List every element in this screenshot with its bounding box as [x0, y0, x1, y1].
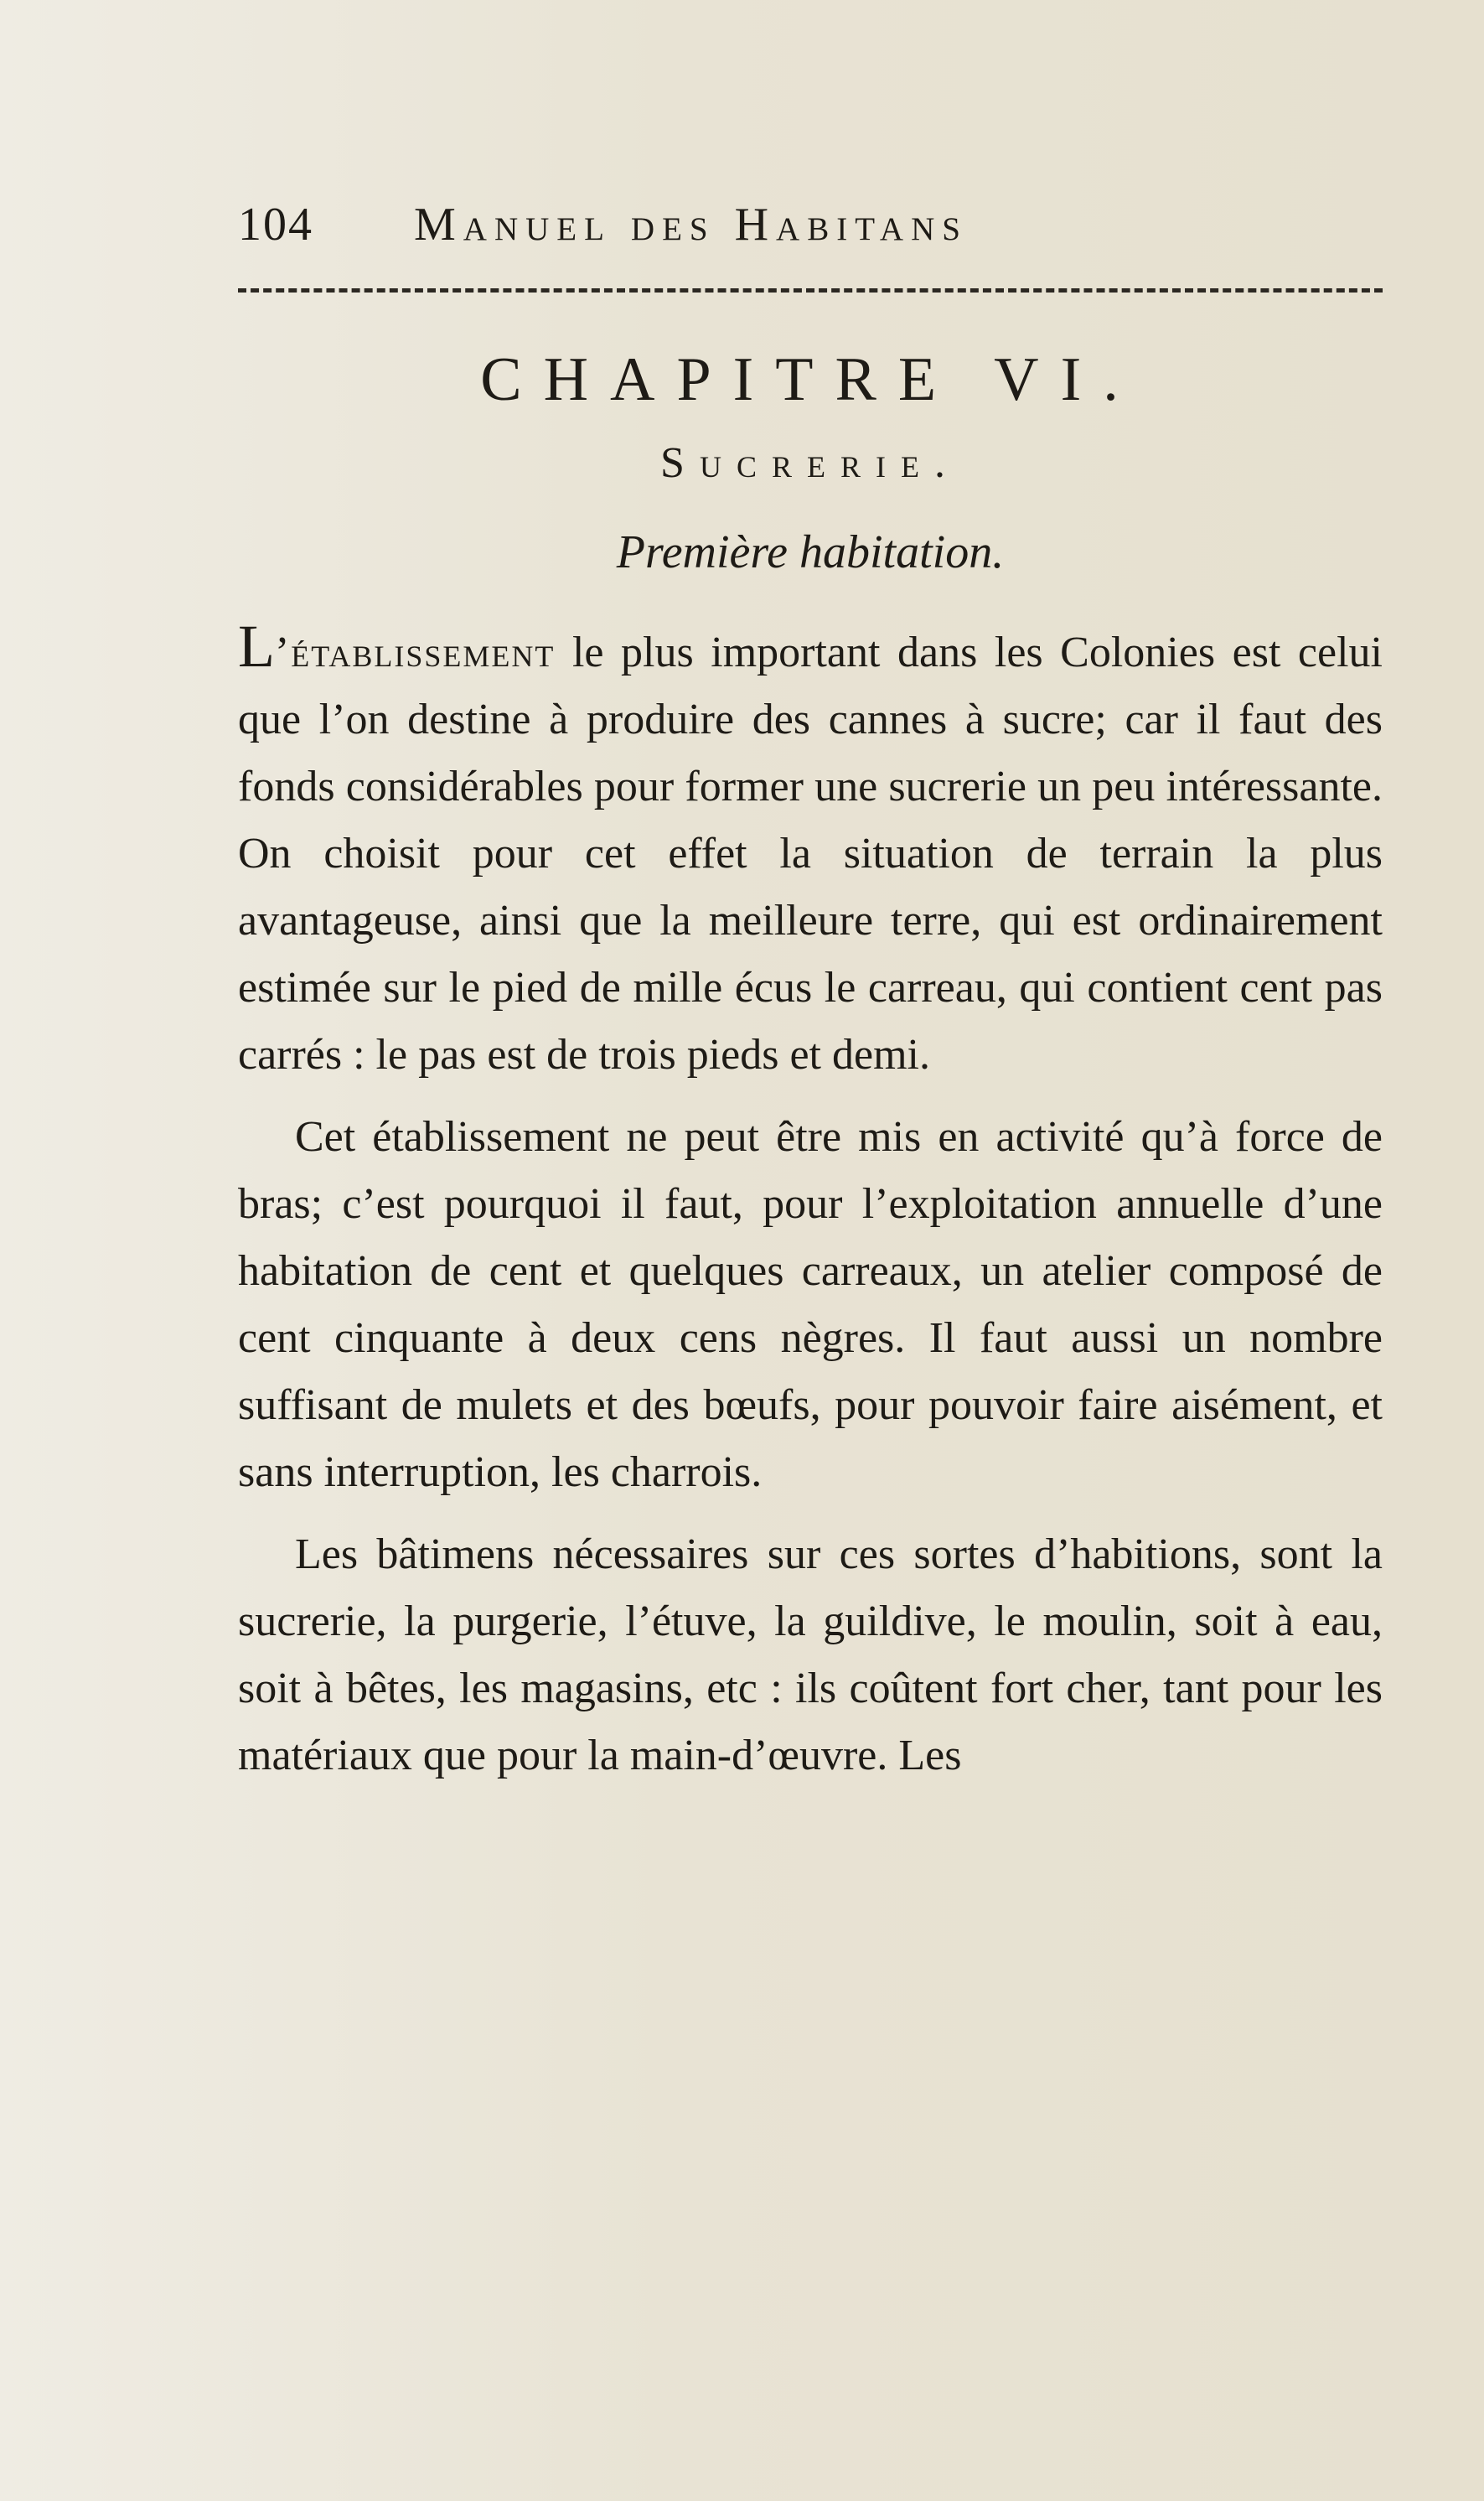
- header-rule: [238, 288, 1383, 293]
- paragraph-1: [238, 613, 1383, 1089]
- section-title: Sucrerie.: [660, 439, 960, 487]
- body-text: [238, 613, 1383, 1789]
- running-head: [238, 198, 1383, 256]
- subsection-title: Première habitation.: [616, 526, 1005, 578]
- paragraph-3: Les bâtimens nécessaires sur ces sortes d’habitions, sont la sucrerie, la purgerie, l’étuve, la guildive, le moulin, soit à eau, soit à bêtes, les magasins, etc : ils coûtent fort cher, tant pour les matériaux que pour la main-d’œuvre. Les: [238, 1530, 1383, 1779]
- paragraph-1-text: le plus important dans les Colonies est celui que l’on destine à produire des cannes à sucre; car il faut des fonds considérables pour former une sucrerie un peu intéressante. On choisit pour cet effet la situation de terrain la plus avantageuse, ainsi que la meilleure terre, qui est ordinairement estimée sur le pied de mille écus le carreau, qui contient cent pas carrés : le pas est de trois pieds et demi.: [238, 629, 1383, 1079]
- chapter-title: CHAPITRE VI.: [480, 345, 1140, 414]
- opening-word: ’établissement: [274, 629, 556, 676]
- paragraph-2: Cet établissement ne peut être mis en activité qu’à force de bras; c’est pourquoi il faut, pour l’exploitation annuelle d’une habitation de cent et quelques carreaux, un atelier composé de cent cinquante à deux cens nègres. Il faut aussi un nombre suffisant de mulets et des bœufs, pour pouvoir faire aisément, et sans interruption, les charrois.: [238, 1113, 1383, 1496]
- drop-cap: L: [238, 613, 275, 680]
- text-block: [238, 198, 1383, 1789]
- page-number: 104: [238, 199, 313, 251]
- running-title: Manuel des Habitans: [414, 199, 968, 251]
